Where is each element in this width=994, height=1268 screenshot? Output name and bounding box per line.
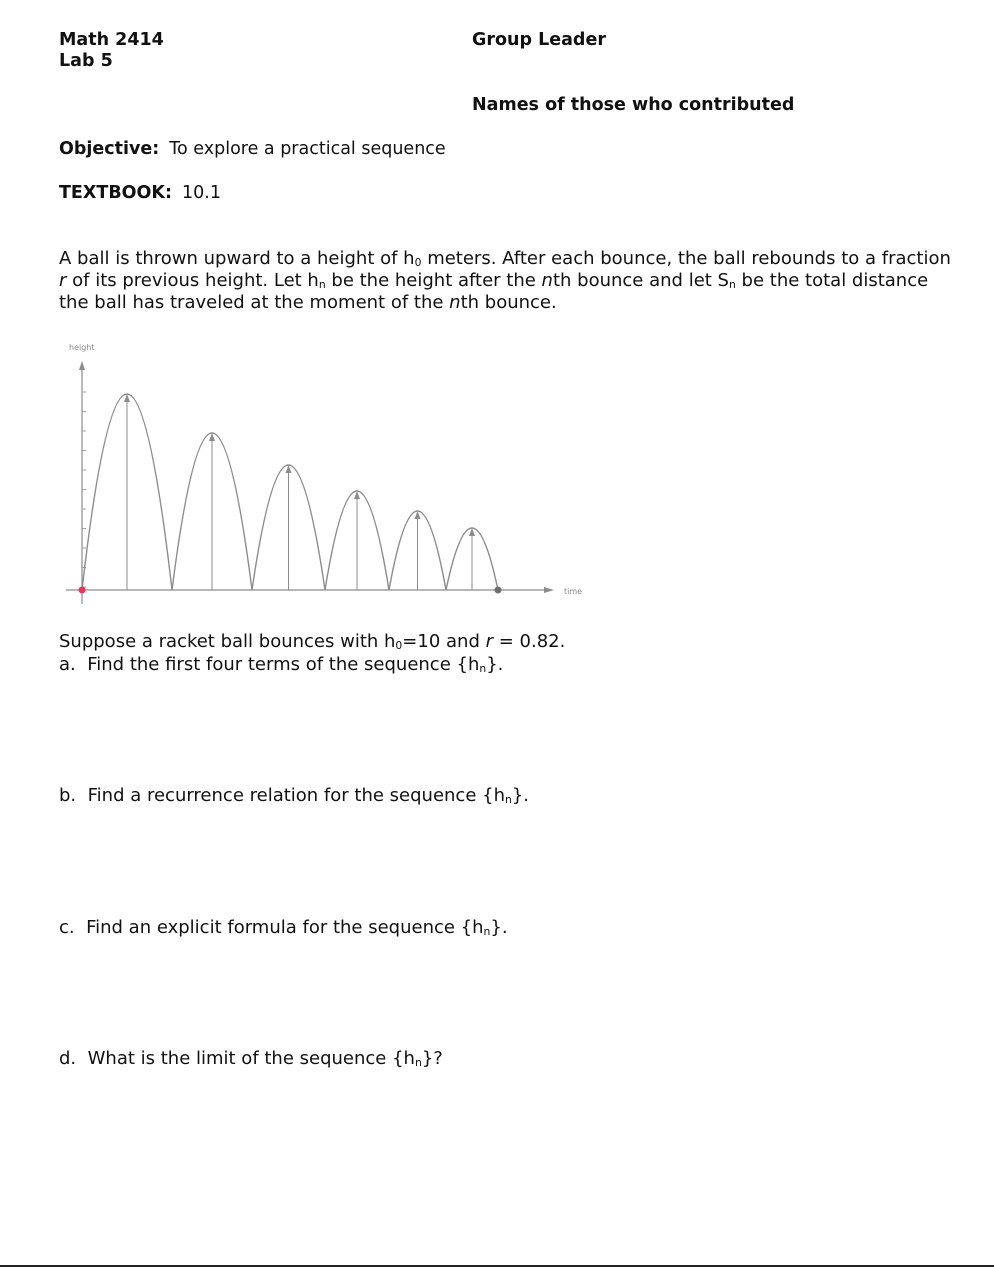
given-text: =10 and bbox=[402, 631, 486, 652]
question-b bbox=[59, 785, 529, 807]
objective-text: To explore a practical sequence bbox=[169, 139, 446, 159]
question-a bbox=[59, 654, 503, 676]
group-leader-label: Group Leader bbox=[472, 30, 606, 50]
question-letter: a. bbox=[59, 654, 76, 675]
question-c bbox=[59, 917, 508, 939]
end-point bbox=[495, 587, 502, 594]
subscript: n bbox=[483, 925, 491, 939]
height-arrow bbox=[124, 394, 130, 402]
textbook-line bbox=[59, 183, 221, 205]
x-axis-label: time bbox=[564, 587, 583, 596]
subscript: 0 bbox=[395, 639, 403, 653]
start-point bbox=[79, 587, 86, 594]
question-letter: c. bbox=[59, 917, 75, 938]
intro-text: of its previous height. Let h bbox=[66, 270, 319, 291]
intro-text: meters. After each bounce, the ball rebounds to a fraction bbox=[421, 248, 951, 269]
subscript: 0 bbox=[414, 256, 422, 270]
question-text: }. bbox=[486, 654, 504, 675]
variable-r: r bbox=[485, 631, 493, 652]
height-arrow bbox=[209, 433, 215, 441]
question-letter: d. bbox=[59, 1048, 77, 1069]
given-values bbox=[59, 631, 565, 653]
question-d bbox=[59, 1048, 443, 1070]
subscript: n bbox=[728, 278, 736, 292]
objective-label: Objective: bbox=[59, 139, 160, 159]
question-text: What is the limit of the sequence {h bbox=[87, 1048, 415, 1069]
height-arrow bbox=[286, 465, 292, 473]
variable-n: n bbox=[541, 270, 553, 291]
x-axis-arrow bbox=[544, 587, 554, 593]
axes bbox=[66, 361, 554, 604]
contributors-label: Names of those who contributed bbox=[472, 95, 795, 115]
textbook-label: TEXTBOOK: bbox=[59, 183, 172, 203]
question-text: Find an explicit formula for the sequence {h bbox=[86, 917, 484, 938]
intro-paragraph bbox=[59, 248, 959, 314]
question-text: Find the first four terms of the sequence {h bbox=[87, 654, 480, 675]
question-text: }? bbox=[421, 1048, 443, 1069]
textbook-section: 10.1 bbox=[181, 183, 221, 203]
question-text: }. bbox=[490, 917, 508, 938]
y-axis-label: height bbox=[69, 343, 95, 352]
subscript: n bbox=[414, 1056, 422, 1070]
objective-line bbox=[59, 139, 446, 161]
height-arrow bbox=[415, 511, 421, 519]
question-text: Find a recurrence relation for the sequence {h bbox=[87, 785, 505, 806]
intro-text: be the total distance the ball has traveled at the moment of the bbox=[59, 270, 929, 313]
variable-r: r bbox=[59, 270, 67, 291]
subscript: n bbox=[479, 662, 487, 676]
intro-text: be the height after the bbox=[325, 270, 542, 291]
given-text: = 0.82. bbox=[493, 631, 566, 652]
subscript: n bbox=[318, 278, 326, 292]
bounce-arcs bbox=[82, 394, 498, 590]
question-text: }. bbox=[511, 785, 530, 806]
variable-n: n bbox=[449, 292, 461, 313]
course-title: Math 2414 bbox=[59, 30, 164, 50]
subscript: n bbox=[504, 793, 512, 807]
height-arrow bbox=[354, 491, 360, 499]
page-bottom-rule bbox=[0, 1265, 994, 1267]
lab-number: Lab 5 bbox=[59, 51, 113, 71]
intro-text: th bounce. bbox=[460, 292, 557, 313]
bounce-figure bbox=[60, 336, 600, 616]
given-text: Suppose a racket ball bounces with h bbox=[59, 631, 396, 652]
intro-text: A ball is thrown upward to a height of h bbox=[59, 248, 415, 269]
height-arrow bbox=[469, 528, 475, 536]
y-axis-arrow bbox=[79, 361, 85, 370]
intro-text: th bounce and let S bbox=[552, 270, 729, 291]
question-letter: b. bbox=[59, 785, 77, 806]
